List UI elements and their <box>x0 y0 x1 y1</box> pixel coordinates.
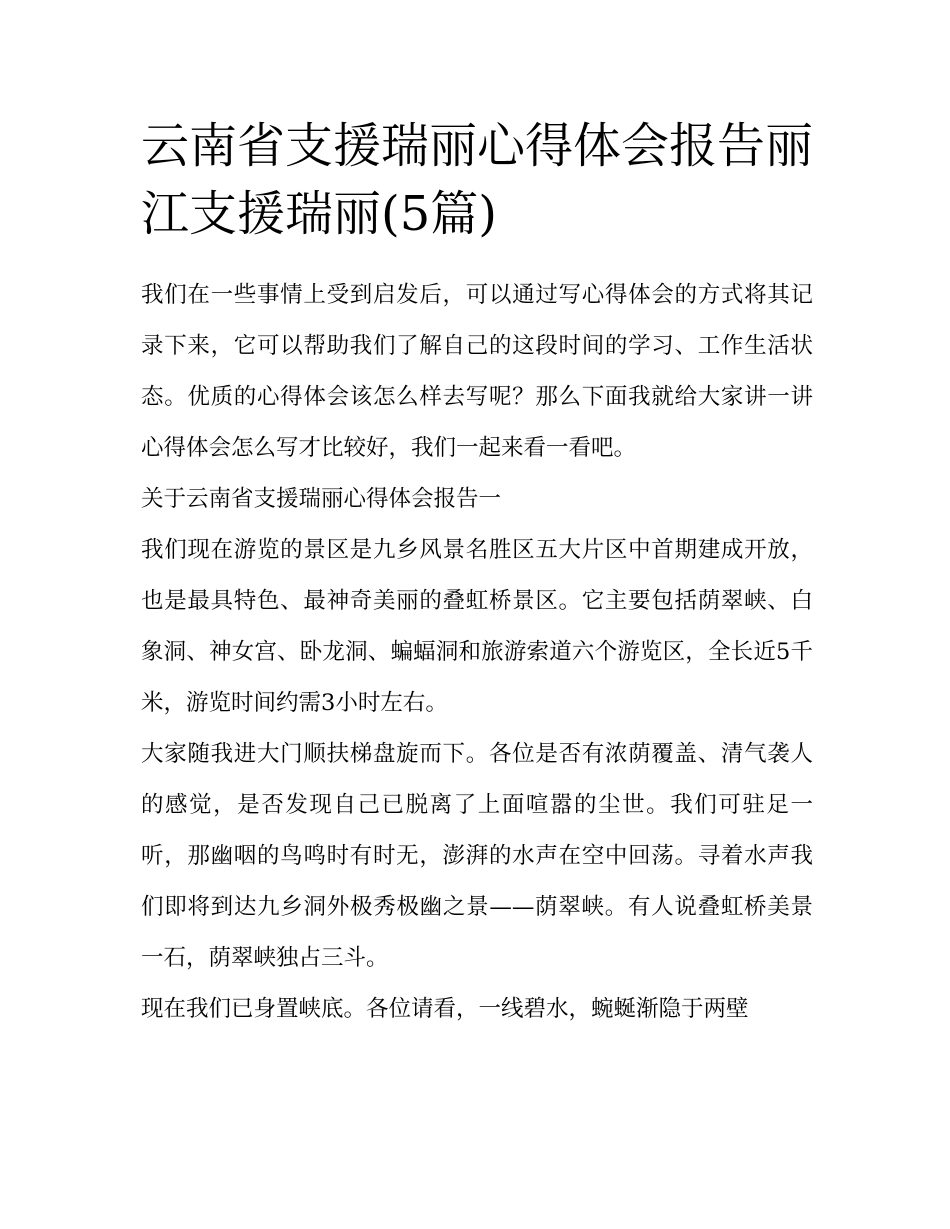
document-title: 云南省支援瑞丽心得体会报告丽江支援瑞丽(5篇) <box>141 118 814 242</box>
body-paragraph: 大家随我进大门顺扶梯盘旋而下。各位是否有浓荫覆盖、清气袭人的感觉，是否发现自己已脱离了上面喧嚣的尘世。我们可驻足一听，那幽咽的鸟鸣时有时无，澎湃的水声在空中回荡。寻着水声我们即将到达九乡洞外极秀极幽之景——荫翠峡。有人说叠虹桥美景一石，荫翠峡独占三斗。 <box>141 741 813 971</box>
section-heading: 关于云南省支援瑞丽心得体会报告一 <box>141 486 502 512</box>
document-page <box>141 112 813 1035</box>
body-paragraph: 现在我们已身置峡底。各位请看，一线碧水，蜿蜒渐隐于两壁 <box>141 996 749 1022</box>
body-paragraph: 我们现在游览的景区是九乡风景名胜区五大片区中首期建成开放，也是最具特色、最神奇美丽的叠虹桥景区。它主要包括荫翠峡、白象洞、神女宫、卧龙洞、蝙蝠洞和旅游索道六个游览区，全长近5千米，游览时间约需3小时左右。 <box>141 537 813 716</box>
intro-paragraph: 我们在一些事情上受到启发后，可以通过写心得体会的方式将其记录下来，它可以帮助我们了解自己的这段时间的学习、工作生活状态。优质的心得体会该怎么样去写呢？那么下面我就给大家讲一讲心得体会怎么写才比较好，我们一起来看一看吧。 <box>141 282 813 461</box>
